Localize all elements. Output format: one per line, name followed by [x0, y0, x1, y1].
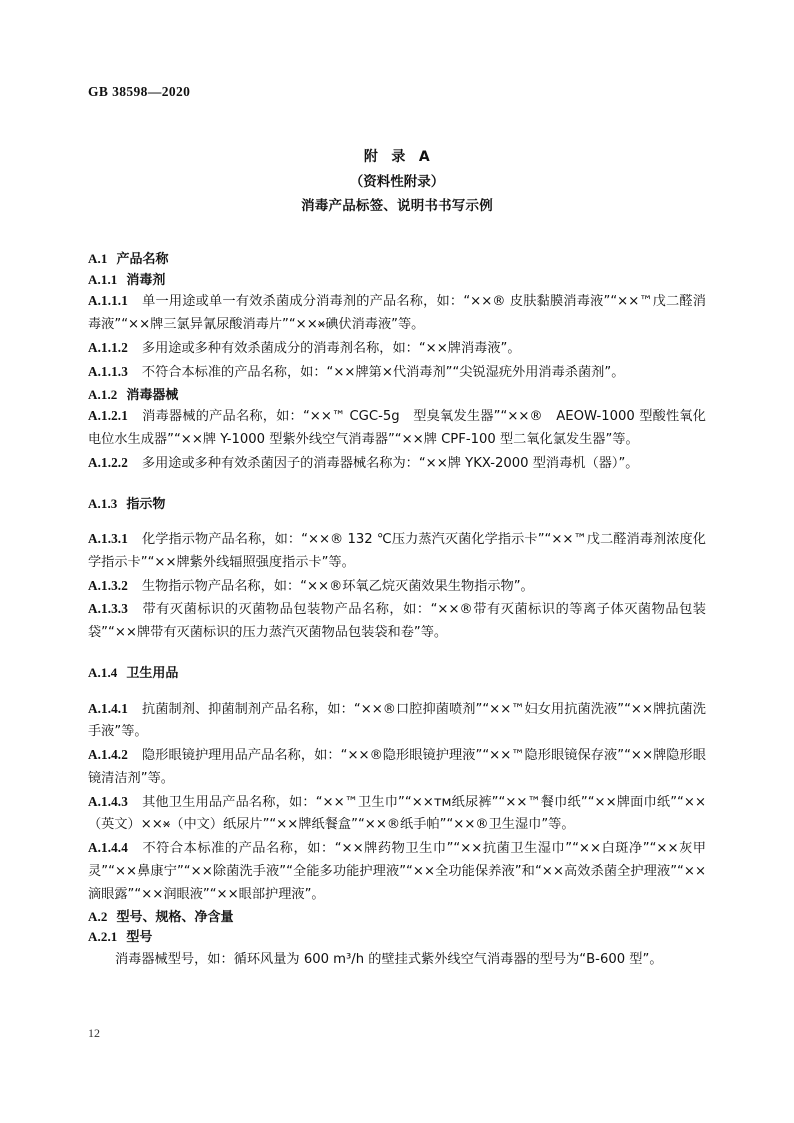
annex-label-letter: A [418, 149, 431, 165]
paragraph-a1-1-2-text: 多用途或多种有效杀菌成分的消毒剂名称，如：“××牌消毒液”。 [141, 341, 521, 357]
heading-a1-4-number: A.1.4 [88, 665, 118, 680]
paragraph-a1-3-2 [88, 575, 706, 598]
heading-a2-1-title: 型号 [126, 930, 153, 946]
annex-nature: （资料性附录） [349, 173, 445, 190]
paragraph-a1-4-2-text: 隐形眼镜护理用品产品名称，如：“××®隐形眼镜护理液”“××™隐形眼镜保存液”“××牌隐形眼镜清洁剂”等。 [88, 748, 706, 786]
paragraph-a1-3-1 [88, 528, 706, 574]
heading-a1-1-number: A.1.1 [88, 271, 118, 287]
paragraph-a1-3-2-text: 生物指示物产品名称，如：“××®环氧乙烷灭菌效果生物指示物”。 [141, 578, 534, 594]
paragraph-a1-3-3-number: A.1.3.3 [88, 601, 128, 617]
paragraph-a1-3-1-text: 化学指示物产品名称，如：“××® 132 ℃压力蒸汽灭菌化学指示卡”“××™戊二醛消毒剂浓度化学指示卡”“××牌紫外线辐照强度指示卡”等。 [88, 532, 706, 570]
page-content [88, 145, 706, 971]
paragraph-a1-3-2-number: A.1.3.2 [88, 577, 128, 593]
paragraph-a1-4-2-number: A.1.4.2 [88, 747, 128, 763]
paragraph-a1-4-3-text: 其他卫生用品产品名称，如：“××™卫生巾”“××ᴛᴍ纸尿裤”“××™餐巾纸”“××牌面巾纸”“××（英文）××᰾（中文）纸尿片”“××牌纸餐盒”“××®纸手帕”“××®卫生湿巾”等。 [88, 794, 706, 833]
paragraph-a1-4-4-number: A.1.4.4 [88, 840, 128, 856]
paragraph-a1-2-2 [88, 452, 706, 475]
paragraph-a1-2-1 [88, 405, 706, 451]
paragraph-a1-4-2 [88, 744, 706, 790]
annex-title: 消毒产品标签、说明书书写示例 [301, 198, 493, 215]
paragraph-a1-1-3-text: 不符合本标准的产品名称，如：“××牌第×代消毒剂”“尖锐湿疣外用消毒杀菌剂”。 [141, 364, 625, 380]
paragraph-a1-1-1-text: 单一用途或单一有效杀菌成分消毒剂的产品名称，如：“××® 皮肤黏膜消毒液”“××™戊二醛消毒液”“××牌三氯异氰尿酸消毒片”“××᰾碘伏消毒液”等。 [88, 294, 706, 333]
running-header-standard-number: GB 38598—2020 [88, 84, 191, 99]
paragraph-a1-4-3-number: A.1.4.3 [88, 793, 128, 809]
heading-a1-2 [88, 385, 706, 406]
paragraph-a2-1-text: 消毒器械型号，如：循环风量为 600 m³/h 的壁挂式紫外线空气消毒器的型号为“B-600 型”。 [115, 951, 663, 967]
paragraph-a1-4-1-number: A.1.4.1 [88, 700, 128, 716]
paragraph-a1-1-2 [88, 337, 706, 360]
heading-a1-title: 产品名称 [116, 252, 169, 268]
heading-a1-number: A.1 [88, 251, 108, 267]
paragraph-a1-3-1-number: A.1.3.1 [88, 531, 128, 547]
page-folio: 12 [88, 1026, 100, 1040]
heading-a1-2-number: A.1.2 [88, 386, 118, 402]
heading-a1-2-title: 消毒器械 [126, 387, 179, 403]
heading-a1-3 [88, 494, 706, 515]
paragraph-a1-1-3-number: A.1.1.3 [88, 363, 128, 379]
heading-a1 [88, 249, 706, 270]
heading-a1-4-title: 卫生用品 [126, 666, 179, 681]
paragraph-a1-1-1-number: A.1.1.1 [88, 293, 128, 309]
heading-a2 [88, 907, 706, 928]
heading-a2-title: 型号、规格、净含量 [116, 909, 234, 925]
annex-label [88, 145, 706, 170]
paragraph-a1-4-1 [88, 698, 706, 744]
paragraph-a1-3-3 [88, 598, 706, 644]
annex-label-suffix: 录 [391, 149, 406, 165]
paragraph-a1-1-2-number: A.1.1.2 [88, 340, 128, 356]
paragraph-a1-4-1-text: 抗菌制剂、抑菌制剂产品名称，如：“××®口腔抑菌喷剂”“××™妇女用抗菌洗液”“××牌抗菌洗手液”等。 [88, 701, 706, 740]
heading-a1-1 [88, 270, 706, 291]
heading-a1-1-title: 消毒剂 [126, 272, 166, 288]
annex-title-block [88, 145, 706, 219]
paragraph-a1-4-3 [88, 791, 706, 837]
heading-a2-1-number: A.2.1 [88, 929, 118, 945]
paragraph-a1-2-1-number: A.1.2.1 [88, 408, 128, 424]
heading-a1-4 [88, 663, 706, 684]
paragraph-a1-3-3-text: 带有灭菌标识的灭菌物品包装物产品名称，如：“××®带有灭菌标识的等离子体灭菌物品包装袋”“××牌带有灭菌标识的压力蒸汽灭菌物品包装袋和卷”等。 [88, 602, 706, 641]
paragraph-a1-1-3 [88, 361, 706, 384]
paragraph-a1-2-2-text: 多用途或多种有效杀菌因子的消毒器械名称为：“××牌 YKX-2000 型消毒机（器）”。 [141, 455, 639, 471]
annex-label-prefix: 附 [363, 149, 379, 165]
paragraph-a1-2-1-text: 消毒器械的产品名称，如：“××™ CGC-5g 型臭氧发生器”“××® AEOW-1000 型酸性氧化电位水生成器”“××牌 Y-1000 型紫外线空气消毒器”“××牌 CPF-100 型二氧化氯发生器”等。 [88, 409, 706, 447]
paragraph-a1-4-4-text: 不符合本标准的产品名称，如：“××牌药物卫生巾”“××抗菌卫生湿巾”“××白斑净”“××灰甲灵”“××鼻康宁”“××除菌洗手液”“全能多功能护理液”“××全功能保养液”和“××高效杀菌全护理液”“××滴眼露”“××润眼液”“××眼部护理液”。 [88, 841, 706, 902]
heading-a1-3-number: A.1.3 [88, 495, 118, 511]
paragraph-a1-4-4 [88, 837, 706, 905]
heading-a1-3-title: 指示物 [126, 496, 166, 512]
heading-a2-1 [88, 927, 706, 948]
paragraph-a1-2-2-number: A.1.2.2 [88, 454, 128, 470]
heading-a2-number: A.2 [88, 908, 108, 924]
paragraph-a2-1-body [88, 948, 706, 971]
paragraph-a1-1-1 [88, 290, 706, 336]
